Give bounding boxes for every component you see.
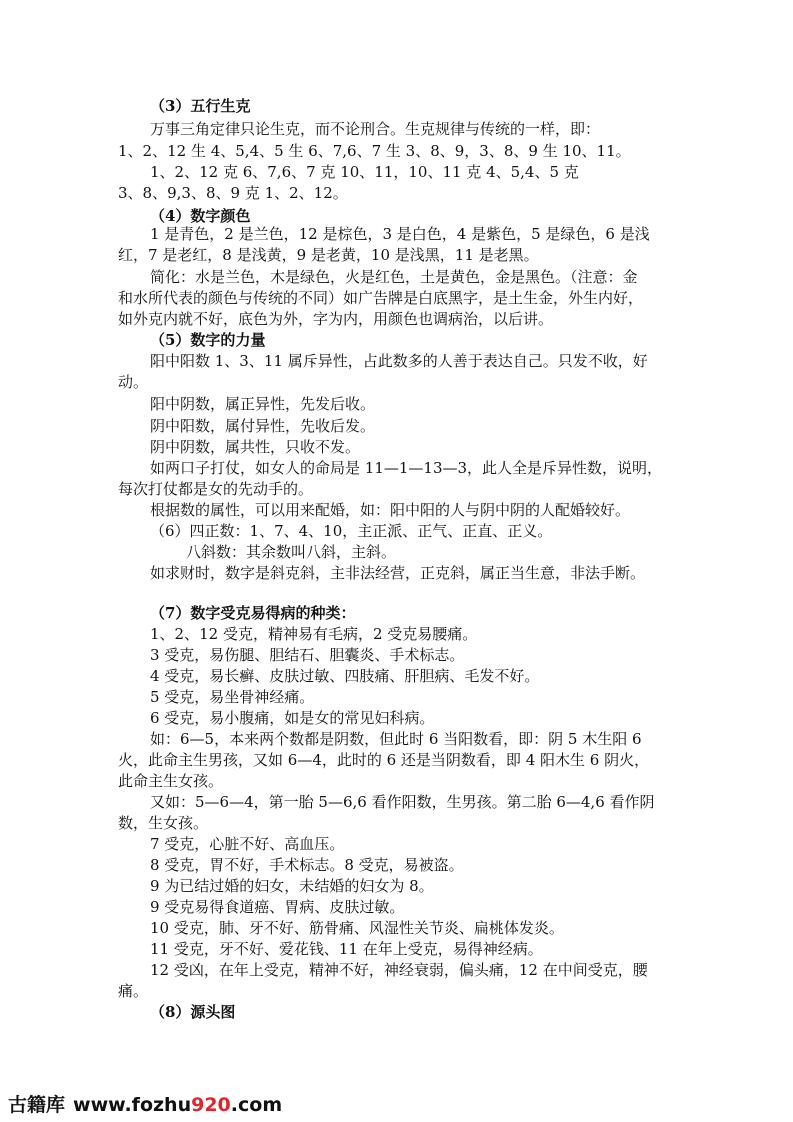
watermark-url-prefix: www.fozhu (73, 1094, 192, 1116)
paragraph-line: 3、8、9,3、8、9 克 1、2、12。 (118, 184, 348, 202)
paragraph-line: 3 受克，易伤腿、胆结石、胆囊炎、手术标志。 (150, 646, 465, 664)
paragraph-line: 1、2、12 克 6、7,6、7 克 10、11，10、11 克 4、5,4、5 克 (150, 163, 579, 181)
paragraph-line: 如求财时，数字是斜克斜，主非法经营，正克斜，属正当生意，非法手断。 (150, 564, 646, 582)
paragraph-line: （6）四正数：1、7、4、10，主正派、正气、正直、正义。 (150, 522, 553, 540)
paragraph-line: 简化：水是兰色，木是绿色，火是红色，土是黄色，金是黑色。（注意：金 (150, 268, 638, 286)
paragraph-line: 阴中阴数，属共性，只收不发。 (150, 438, 361, 456)
paragraph-line: 阴中阳数，属付异性，先收后发。 (150, 417, 376, 435)
paragraph-line: 1 是青色，2 是兰色，12 是棕色，3 是白色，4 是紫色，5 是绿色，6 是浅 (150, 225, 650, 243)
paragraph-line: 红，7 是老红，8 是浅黄，9 是老黄，10 是浅黑，11 是老黑。 (118, 246, 539, 264)
site-watermark (8, 1090, 282, 1118)
paragraph-line: 根据数的属性，可以用来配婚，如：阳中阳的人与阴中阴的人配婚较好。 (150, 501, 631, 519)
paragraph-line: 如：6—5，本来两个数都是阴数，但此时 6 当阳数看，即：阴 5 木生阳 6 (150, 730, 642, 748)
paragraph-line: 4 受克，易长癣、皮肤过敏、四肢痛、肝胆病、毛发不好。 (150, 667, 540, 685)
paragraph-line: 又如：5—6—4，第一胎 5—6,6 看作阳数，生男孩。第二胎 6—4,6 看作阴 (150, 793, 655, 811)
paragraph-line: 如外克内就不好，底色为外，字为内，用颜色也调病治，以后讲。 (118, 310, 554, 328)
paragraph-line: 痛。 (118, 982, 149, 1000)
paragraph-line: 阳中阳数 1、3、11 属斥异性，占此数多的人善于表达自己。只发不收，好 (150, 352, 648, 370)
paragraph-line: 9 受克易得食道癌、胃病、皮肤过敏。 (150, 898, 405, 916)
paragraph-line: 八斜数：其余数叫八斜，主斜。 (186, 543, 397, 561)
watermark-brand: 古籍库 (8, 1094, 66, 1116)
paragraph-line: 和水所代表的颜色与传统的不同）如广告牌是白底黑字，是土生金，外生内好， (118, 289, 644, 307)
paragraph-line: 如两口子打仗，如女人的命局是 11—1—13—3，此人全是斥异性数，说明， (150, 459, 663, 477)
watermark-url-suffix: .com (230, 1094, 283, 1116)
paragraph-line: 1、2、12 生 4、5,4、5 生 6、7,6、7 生 3、8、9，3、8、9 生 10、11。 (118, 142, 631, 160)
section-heading: （4）数字颜色 (150, 207, 251, 225)
paragraph-line: 6 受克，易小腹痛，如是女的常见妇科病。 (150, 709, 435, 727)
paragraph-line: 12 受凶，在年上受克，精神不好，神经衰弱，偏头痛，12 在中间受克，腰 (150, 961, 648, 979)
paragraph-line: 每次打仗都是女的先动手的。 (118, 480, 314, 498)
paragraph-line: 此命主生女孩。 (118, 772, 224, 790)
section-heading: （7）数字受克易得病的种类： (150, 604, 356, 622)
paragraph-line: 1、2、12 受克，精神易有毛病，2 受克易腰痛。 (150, 625, 478, 643)
paragraph-line: 11 受克，牙不好、爱花钱、11 在年上受克，易得神经病。 (150, 940, 543, 958)
paragraph-line: 阳中阴数，属正异性，先发后收。 (150, 395, 376, 413)
paragraph-line: 万事三角定律只论生克，而不论刑合。生克规律与传统的一样，即： (150, 120, 601, 138)
paragraph-line: 10 受克，肺、牙不好、筋骨痛、风湿性关节炎、扁桃体发炎。 (150, 919, 564, 937)
paragraph-line: 7 受克，心脏不好、高血压。 (150, 835, 345, 853)
section-heading: （5）数字的力量 (150, 331, 266, 349)
watermark-url-number: 920 (191, 1094, 231, 1116)
paragraph-line: 动。 (118, 373, 149, 391)
paragraph-line: 9 为已结过婚的妇女，未结婚的妇女为 8。 (150, 877, 434, 895)
paragraph-line: 火，此命主生男孩，又如 6—4，此时的 6 还是当阴数看，即 4 阳木生 6 阴火， (118, 751, 650, 769)
section-heading: （8）源头图 (150, 1003, 236, 1021)
paragraph-line: 5 受克，易坐骨神经痛。 (150, 688, 315, 706)
section-heading: （3）五行生克 (150, 97, 251, 115)
paragraph-line: 数，生女孩。 (118, 814, 209, 832)
paragraph-line: 8 受克，胃不好，手术标志。8 受克，易被盗。 (150, 856, 464, 874)
